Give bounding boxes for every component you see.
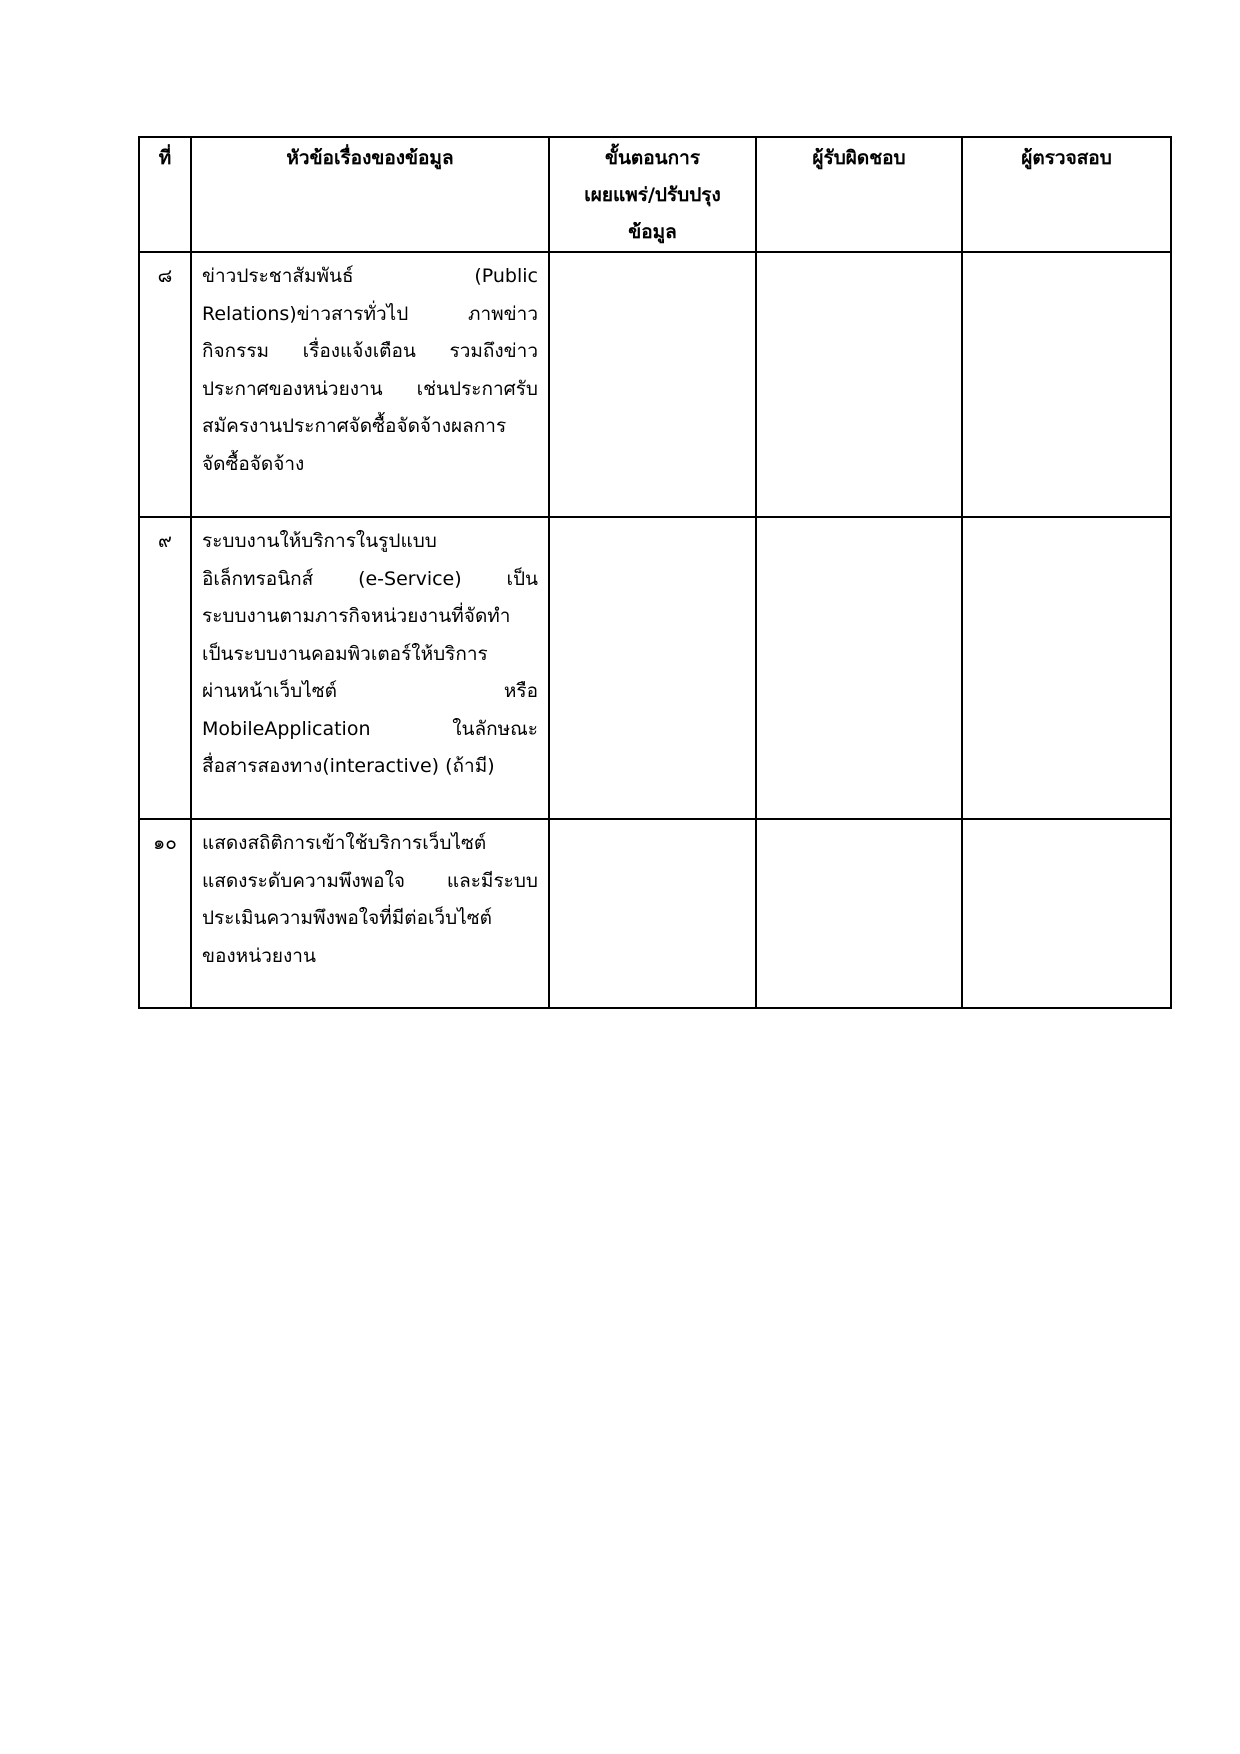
topic-line: ของหน่วยงาน bbox=[202, 944, 316, 967]
topic-line: สื่อสารสองทาง(interactive) (ถ้ามี) bbox=[202, 755, 495, 777]
table-row bbox=[139, 819, 1171, 1008]
topic-line: MobileApplication ในลักษณะ bbox=[202, 717, 538, 740]
topic-line: ประกาศของหน่วยงาน เช่นประกาศรับ bbox=[202, 377, 538, 400]
header-step-label bbox=[550, 138, 755, 251]
header-checker-label: ผู้ตรวจสอบ bbox=[1021, 147, 1112, 169]
topic-text bbox=[192, 518, 548, 786]
row-number-cell bbox=[139, 252, 191, 517]
topic-line: Relations)ข่าวสารทั่วไป ภาพข่าว bbox=[202, 302, 538, 325]
header-step bbox=[549, 137, 756, 252]
header-topic-label: หัวข้อเรื่องของข้อมูล bbox=[286, 147, 454, 169]
topic-text bbox=[192, 253, 548, 483]
row-number: ๘ bbox=[157, 265, 173, 287]
header-responsible-label: ผู้รับผิดชอบ bbox=[812, 147, 906, 169]
responsible-cell bbox=[756, 819, 962, 1008]
topic-line: แสดงระดับความพึงพอใจ และมีระบบ bbox=[202, 869, 538, 892]
header-no-label: ที่ bbox=[158, 147, 172, 169]
checker-cell bbox=[962, 252, 1171, 517]
topic-line: สมัครงานประกาศจัดซื้อจัดจ้างผลการ bbox=[202, 415, 507, 437]
header-topic bbox=[191, 137, 549, 252]
header-checker bbox=[962, 137, 1171, 252]
topic-text bbox=[192, 820, 548, 975]
header-step-line: ข้อมูล bbox=[628, 221, 677, 243]
row-number: ๙ bbox=[158, 530, 172, 552]
topic-line: ผ่านหน้าเว็บไซต์ หรือ bbox=[202, 680, 538, 702]
topic-cell bbox=[191, 517, 549, 819]
responsible-cell bbox=[756, 517, 962, 819]
header-step-line: ขั้นตอนการ bbox=[604, 147, 701, 169]
topic-line: จัดซื้อจัดจ้าง bbox=[202, 452, 305, 475]
topic-line: ระบบงานให้บริการในรูปแบบ bbox=[202, 530, 437, 552]
data-publication-table bbox=[138, 136, 1172, 1009]
table-row bbox=[139, 252, 1171, 517]
topic-cell bbox=[191, 252, 549, 517]
topic-line: ข่าวประชาสัมพันธ์ (Public bbox=[202, 265, 538, 287]
header-step-line: เผยแพร่/ปรับปรุง bbox=[584, 184, 721, 206]
topic-line: ประเมินความพึงพอใจที่มีต่อเว็บไซต์ bbox=[202, 907, 493, 929]
topic-line: ระบบงานตามภารกิจหน่วยงานที่จัดทำ bbox=[202, 605, 511, 627]
table-header-row bbox=[139, 137, 1171, 252]
topic-line: แสดงสถิติการเข้าใช้บริการเว็บไซต์ bbox=[202, 832, 487, 854]
topic-cell bbox=[191, 819, 549, 1008]
row-number-cell bbox=[139, 819, 191, 1008]
responsible-cell bbox=[756, 252, 962, 517]
topic-line: กิจกรรม เรื่องแจ้งเตือน รวมถึงข่าว bbox=[202, 340, 538, 362]
checker-cell bbox=[962, 517, 1171, 819]
step-cell bbox=[549, 819, 756, 1008]
topic-line: เป็นระบบงานคอมพิวเตอร์ให้บริการ bbox=[202, 642, 488, 665]
step-cell bbox=[549, 252, 756, 517]
topic-line: อิเล็กทรอนิกส์ (e-Service) เป็น bbox=[202, 567, 538, 590]
checker-cell bbox=[962, 819, 1171, 1008]
header-responsible bbox=[756, 137, 962, 252]
header-no bbox=[139, 137, 191, 252]
row-number-cell bbox=[139, 517, 191, 819]
row-number: ๑๐ bbox=[153, 832, 177, 854]
table-row bbox=[139, 517, 1171, 819]
step-cell bbox=[549, 517, 756, 819]
